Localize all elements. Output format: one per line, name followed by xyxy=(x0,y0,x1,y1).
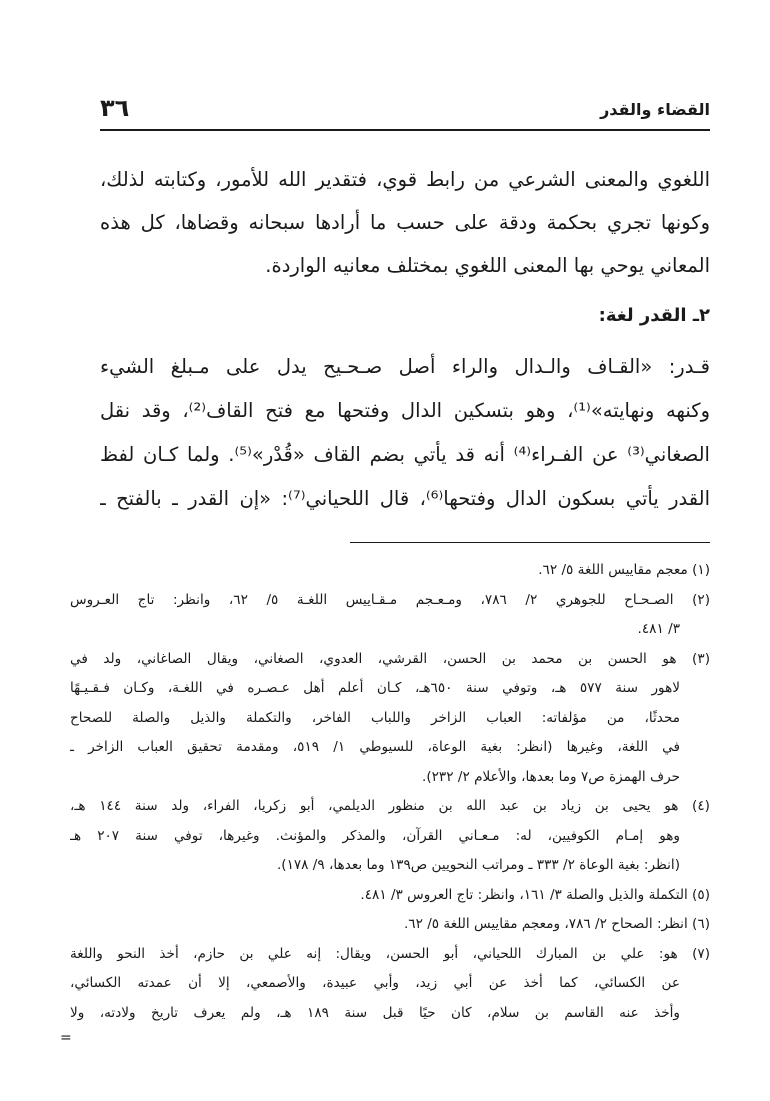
paragraph-1 xyxy=(100,158,710,287)
footnotes xyxy=(70,556,710,1028)
footnote-rule xyxy=(350,542,710,543)
footnote-4 xyxy=(70,792,710,881)
section-heading: ٢ـ القدر لغة: xyxy=(598,305,710,326)
text-line: اللغوي والمعنى الشرعي من رابط قوي، فتقدير الله للأمور، وكتابته لذلك، xyxy=(100,168,710,191)
footnote-line: (٣) هو الحسن بن محمد بن الحسن، القرشي، العدوي، الصغاني، ويقال الصاغاني، ولد في xyxy=(70,650,710,667)
footnote-line: ٣/ ٤٨١. xyxy=(637,621,680,637)
text-line: قـدر: «القـاف والـدال والراء أصل صـحـيح يدل على مـبلغ الشيء xyxy=(100,355,710,378)
footnote-line: عن الكسائي، كما أخذ عن أبي زيد، وأبي عبيدة، والأصمعي، إلا أن عمدته الكسائي، xyxy=(70,975,680,991)
page-header xyxy=(100,96,710,126)
footnote-6 xyxy=(70,910,710,940)
footnote-2 xyxy=(70,586,710,645)
text-line: وكونها تجري بحكمة ودقة على حسب ما أرادها سبحانه وقضاها، كل هذه xyxy=(100,211,710,234)
footnote-3 xyxy=(70,645,710,793)
page-number: ٣٦ xyxy=(100,94,130,122)
header-rule xyxy=(100,129,710,131)
footnote-line: محدثًا، من مؤلفاته: العباب الزاخر واللباب الفاخر، والتكملة والذيل والصلة للصحاح xyxy=(70,709,680,726)
main-text xyxy=(100,158,710,521)
footnote-line: في اللغة، وغيرها (انظر: بغية الوعاة، للسيوطي ١/ ٥١٩، ومقدمة تحقيق العباب الزاخر ـ xyxy=(70,739,680,755)
footnote-line: (١) معجم مقاييس اللغة ٥/ ٦٢. xyxy=(538,562,710,578)
footnote-line: (٢) الصـحـاح للجوهري ٢/ ٧٨٦، ومـعـجم مـقـاييس اللغـة ٥/ ٦٢، وانظر: تاج العـروس xyxy=(70,591,710,608)
footnote-line: (٥) التكملة والذيل والصلة ٣/ ١٦١، وانظر: تاج العروس ٣/ ٤٨١. xyxy=(360,886,710,903)
footnote-line: وهو إمـام الكوفيين، له: مـعـاني القرآن، والمذكر والمؤنث. وغيرها، توفي سنة ٢٠٧ هـ xyxy=(70,827,680,844)
running-head: القضاء والقدر xyxy=(600,100,710,119)
text-line: الصغاني⁽³⁾ عن الفـراء⁽⁴⁾ أنه قد يأتي بضم القاف «قُدْر»⁽⁵⁾. ولما كـان لفظ xyxy=(100,443,710,466)
text-line: القدر يأتي بسكون الدال وفتحها⁽⁶⁾، قال اللحياني⁽⁷⁾: «إن القدر ـ بالفتح ـ xyxy=(100,487,710,510)
footnote-line: لاهور سنة ٥٧٧ هـ، وتوفي سنة ٦٥٠هـ، كـان أعلم أهل عـصـره في اللغـة، وكـان فـقـيـهًا xyxy=(70,680,680,696)
continuation-mark: = xyxy=(60,1030,72,1046)
footnote-5 xyxy=(70,881,710,911)
text-line: المعاني يوحي بها المعنى اللغوي بمختلف معانيه الواردة. xyxy=(265,254,710,277)
paragraph-2 xyxy=(100,345,710,521)
footnote-line: (٦) انظر: الصحاح ٢/ ٧٨٦، ومعجم مقاييس اللغة ٥/ ٦٢. xyxy=(403,916,710,932)
footnote-7 xyxy=(70,940,710,1029)
text-line: وكنهه ونهايته»⁽¹⁾، وهو بتسكين الدال وفتحها مع فتح القاف⁽²⁾، وقد نقل xyxy=(100,399,710,422)
footnote-line: (انظر: بغية الوعاة ٢/ ٣٣٣ ـ ومراتب النحويين ص١٣٩ وما بعدها، ٩/ ١٧٨). xyxy=(276,857,680,873)
footnote-line: (٤) هو يحيى بن زياد بن عبد الله بن منظور الديلمي، أبو زكريا، الفراء، ولد سنة ١٤٤ هـ، xyxy=(70,798,710,814)
footnote-1 xyxy=(70,556,710,586)
footnote-line: حرف الهمزة ص٧ وما بعدها، والأعلام ٢/ ٢٣٢). xyxy=(422,768,680,785)
footnote-line: وأخذ عنه القاسم بن سلام، كان حيًا قبل سنة ١٨٩ هـ، ولم يعرف تاريخ ولادته، ولا xyxy=(70,1004,680,1021)
footnote-line: (٧) هو: علي بن المبارك اللحياني، أبو الحسن، ويقال: إنه علي بن حازم، أخذ النحو واللغة xyxy=(70,945,710,962)
